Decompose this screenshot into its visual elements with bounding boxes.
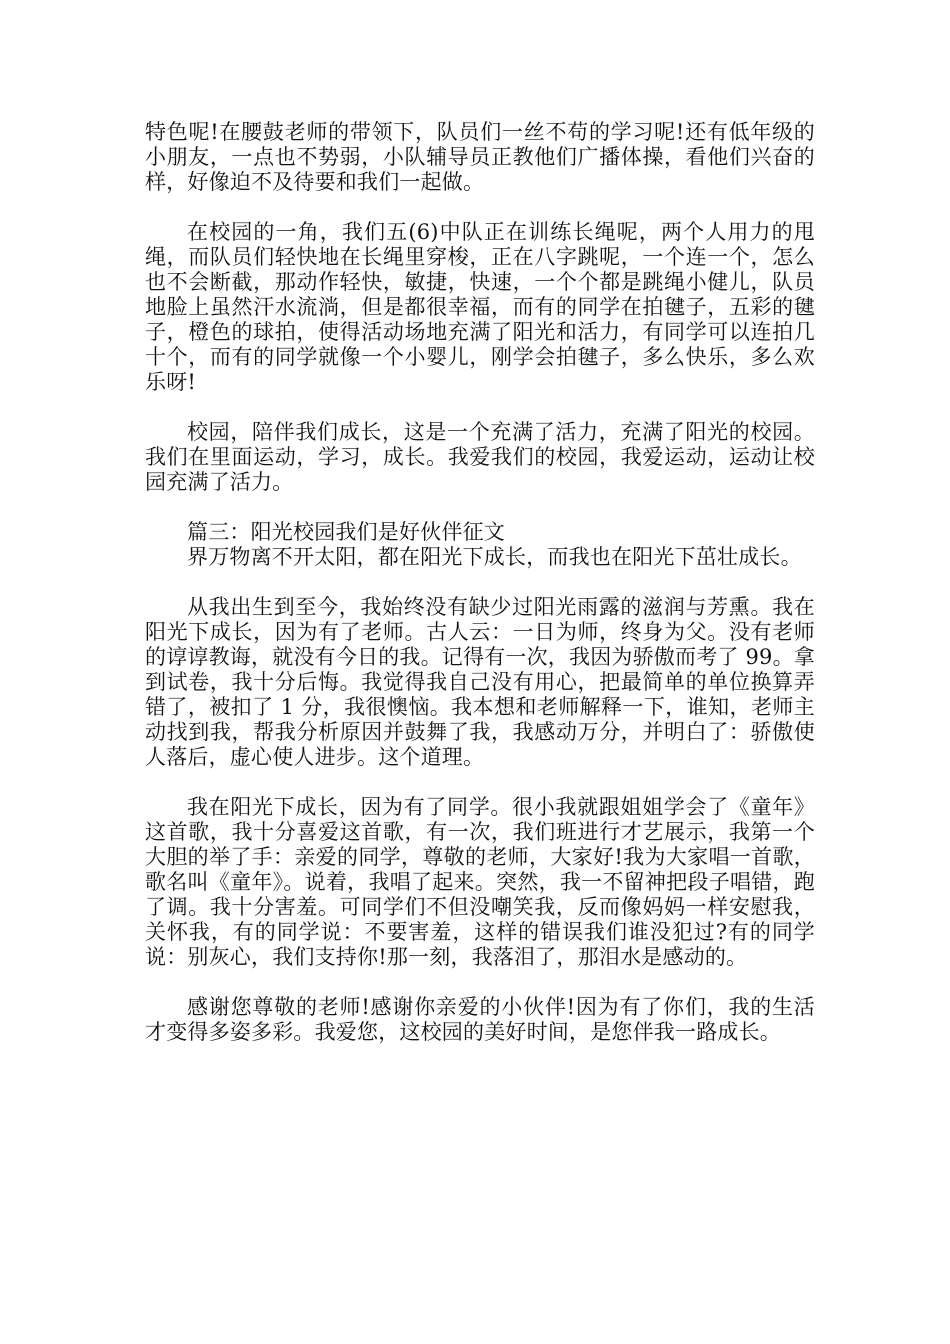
paragraph-classmates: 我在阳光下成长，因为有了同学。很小我就跟姐姐学会了《童年》这首歌，我十分喜爱这首歌，有一次，我们班进行才艺展示，我第一个大胆的举了手：亲爱的同学，尊敬的老师，大家好!我为大家唱一首歌，歌名叫《童年》。说着，我唱了起来。突然，我一不留神把段子唱错，跑了调。我十分害羞。可同学们不但没嘲笑我，反而像妈妈一样安慰我，关怀我，有的同学说：不要害羞，这样的错误我们谁没犯过?有的同学说：别灰心，我们支持你!那一刻，我落泪了，那泪水是感动的。 — [145, 795, 815, 969]
paragraph-continued: 特色呢!在腰鼓老师的带领下，队员们一丝不苟的学习呢!还有低年级的小朋友，一点也不势弱，小队辅导员正教他们广播体操，看他们兴奋的样，好像迫不及待要和我们一起做。 — [145, 120, 815, 194]
document-body — [145, 120, 815, 1070]
paragraph-jump-rope: 在校园的一角，我们五(6)中队正在训练长绳呢，两个人用力的甩绳，而队员们轻快地在长绳里穿梭，正在八字跳呢，一个连一个，怎么也不会断截，那动作轻快，敏捷，快速，一个个都是跳绳小健儿，队员地脸上虽然汗水流淌，但是都很幸福，而有的同学在拍毽子，五彩的毽子，橙色的球拍，使得活动场地充满了阳光和活力，有同学可以连拍几十个，而有的同学就像一个小婴儿，刚学会拍毽子，多么快乐，多么欢乐呀! — [145, 220, 815, 394]
paragraph-thanks: 感谢您尊敬的老师!感谢你亲爱的小伙伴!因为有了你们，我的生活才变得多姿多彩。我爱您，这校园的美好时间，是您伴我一路成长。 — [145, 995, 815, 1044]
paragraph-teacher: 从我出生到至今，我始终没有缺少过阳光雨露的滋润与芳熏。我在阳光下成长，因为有了老师。古人云：一日为师，终身为父。没有老师的谆谆教诲，就没有今日的我。记得有一次，我因为骄傲而考了 99。拿到试卷，我十分后悔。我觉得我自己没有用心，把最简单的单位换算弄错了，被扣了 1 分，我很懊恼。我本想和老师解释一下，谁知，老师主动找到我，帮我分析原因并鼓舞了我，我感动万分，并明白了：骄傲使人落后，虚心使人进步。这个道理。 — [145, 595, 815, 769]
paragraph-campus: 校园，陪伴我们成长，这是一个充满了活力，充满了阳光的校园。我们在里面运动，学习，成长。我爱我们的校园，我爱运动，运动让校园充满了活力。 — [145, 420, 815, 494]
section-heading: 篇三：阳光校园我们是好伙伴征文 — [187, 520, 505, 544]
paragraph-sunshine-intro: 界万物离不开太阳，都在阳光下成长，而我也在阳光下茁壮成长。 — [187, 545, 802, 569]
